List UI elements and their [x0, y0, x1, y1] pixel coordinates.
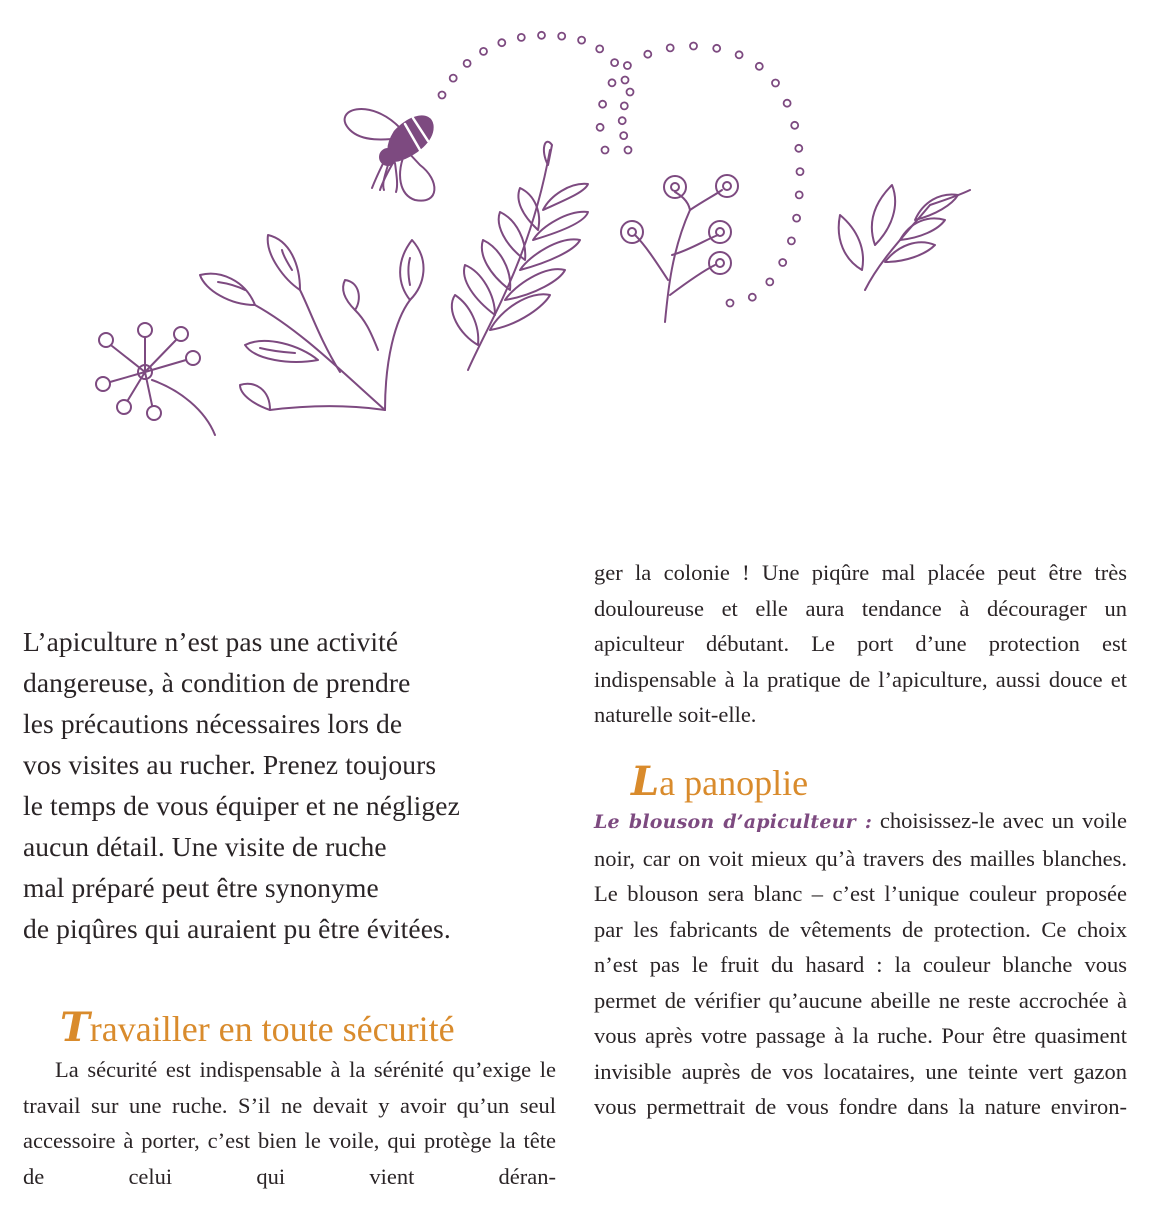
heading-initial: T [60, 1004, 90, 1051]
path-dot [538, 32, 545, 39]
panoplie-body: choisissez-le avec un voile noir, car on voit mieux qu’à travers des mailles blanches. Le blouson sera blanc – c’est l’unique couleur proposée par les fabricants de vêtements de protection. Ce choix n’est pas le fruit du hasard : la couleur blanche vous permet de vérifier qu’aucune abeille ne reste accrochée à vous après votre passage à la ruche. Pour être quasiment invisible auprès de vos locataires, une teinte vert gazon vous permettrait de vous fondre dans la nature environ- [594, 808, 1127, 1119]
path-dot [599, 101, 606, 108]
run-in-label: Le blouson d’apiculteur : [594, 811, 873, 833]
path-dot [596, 45, 603, 52]
path-dot [611, 59, 618, 66]
path-dot [624, 62, 631, 69]
path-dot [793, 215, 800, 222]
path-dot [772, 80, 779, 87]
path-dot [727, 300, 734, 307]
path-dot [736, 51, 743, 58]
path-dot [667, 44, 674, 51]
path-dot [627, 89, 634, 96]
path-dot [779, 259, 786, 266]
path-dot [439, 92, 446, 99]
bee-icon [345, 109, 435, 201]
path-dot [766, 278, 773, 285]
flower-icon [96, 323, 215, 435]
path-dot [480, 48, 487, 55]
berry-sprig-icon [621, 175, 738, 322]
path-dot [450, 75, 457, 82]
heading-initial: L [631, 758, 660, 805]
intro-paragraph [23, 621, 543, 949]
path-dot [498, 39, 505, 46]
bee-flight-path [439, 32, 804, 307]
path-dot [791, 122, 798, 129]
path-dot [609, 79, 616, 86]
continuation-text: ger la colonie ! Une piqûre mal placée peut être très douloureuse et elle aura tendance à décourager un apiculteur débutant. Le port d’une protection est indispensable à la pratique de l’apiculture, aussi douce et naturelle soit-elle. [594, 560, 1127, 727]
path-dot [619, 117, 626, 124]
botanical-illustration [0, 0, 1153, 480]
path-dot [796, 191, 803, 198]
path-dot [518, 34, 525, 41]
path-dot [795, 145, 802, 152]
path-dot [621, 102, 628, 109]
heading-text: a panoplie [659, 763, 809, 803]
path-dot [797, 168, 804, 175]
path-dot [622, 77, 629, 84]
section-heading-securite [60, 1004, 455, 1051]
path-dot [620, 132, 627, 139]
path-dot [644, 51, 651, 58]
path-dot [749, 294, 756, 301]
heading-text: ravailler en toute sécurité [89, 1009, 455, 1049]
path-dot [713, 45, 720, 52]
fern-icon [452, 142, 588, 370]
small-branch-icon [839, 185, 970, 290]
path-dot [602, 147, 609, 154]
path-dot [578, 37, 585, 44]
intro-text: L’apiculture n’est pas une activité dangereuse, à condition de prendre les précautions nécessaires lors de vos visites au rucher. Prenez toujours le temps de vous équiper et ne négligez aucun détail. Une visite de ruche mal préparé peut être synonyme de piqûres qui auraient pu être évitées. [23, 626, 460, 944]
path-dot [756, 63, 763, 70]
path-dot [788, 237, 795, 244]
path-dot [558, 33, 565, 40]
column-right-body [594, 803, 1127, 1125]
securite-body: La sécurité est indispensable à la sérénité qu’exige le travail sur une ruche. S’il ne devait y avoir qu’un seul accessoire à porter, c’est bien le voile, qui protège la tête de celui qui vient déran- [23, 1057, 556, 1189]
leafy-branch-icon [200, 235, 424, 410]
column-right-continuation [594, 555, 1127, 733]
path-dot [464, 60, 471, 67]
path-dot [625, 147, 632, 154]
path-dot [690, 43, 697, 50]
column-left [23, 1052, 556, 1194]
path-dot [597, 124, 604, 131]
path-dot [784, 100, 791, 107]
section-heading-panoplie [631, 758, 809, 805]
panoplie-paragraph [594, 803, 1127, 1125]
